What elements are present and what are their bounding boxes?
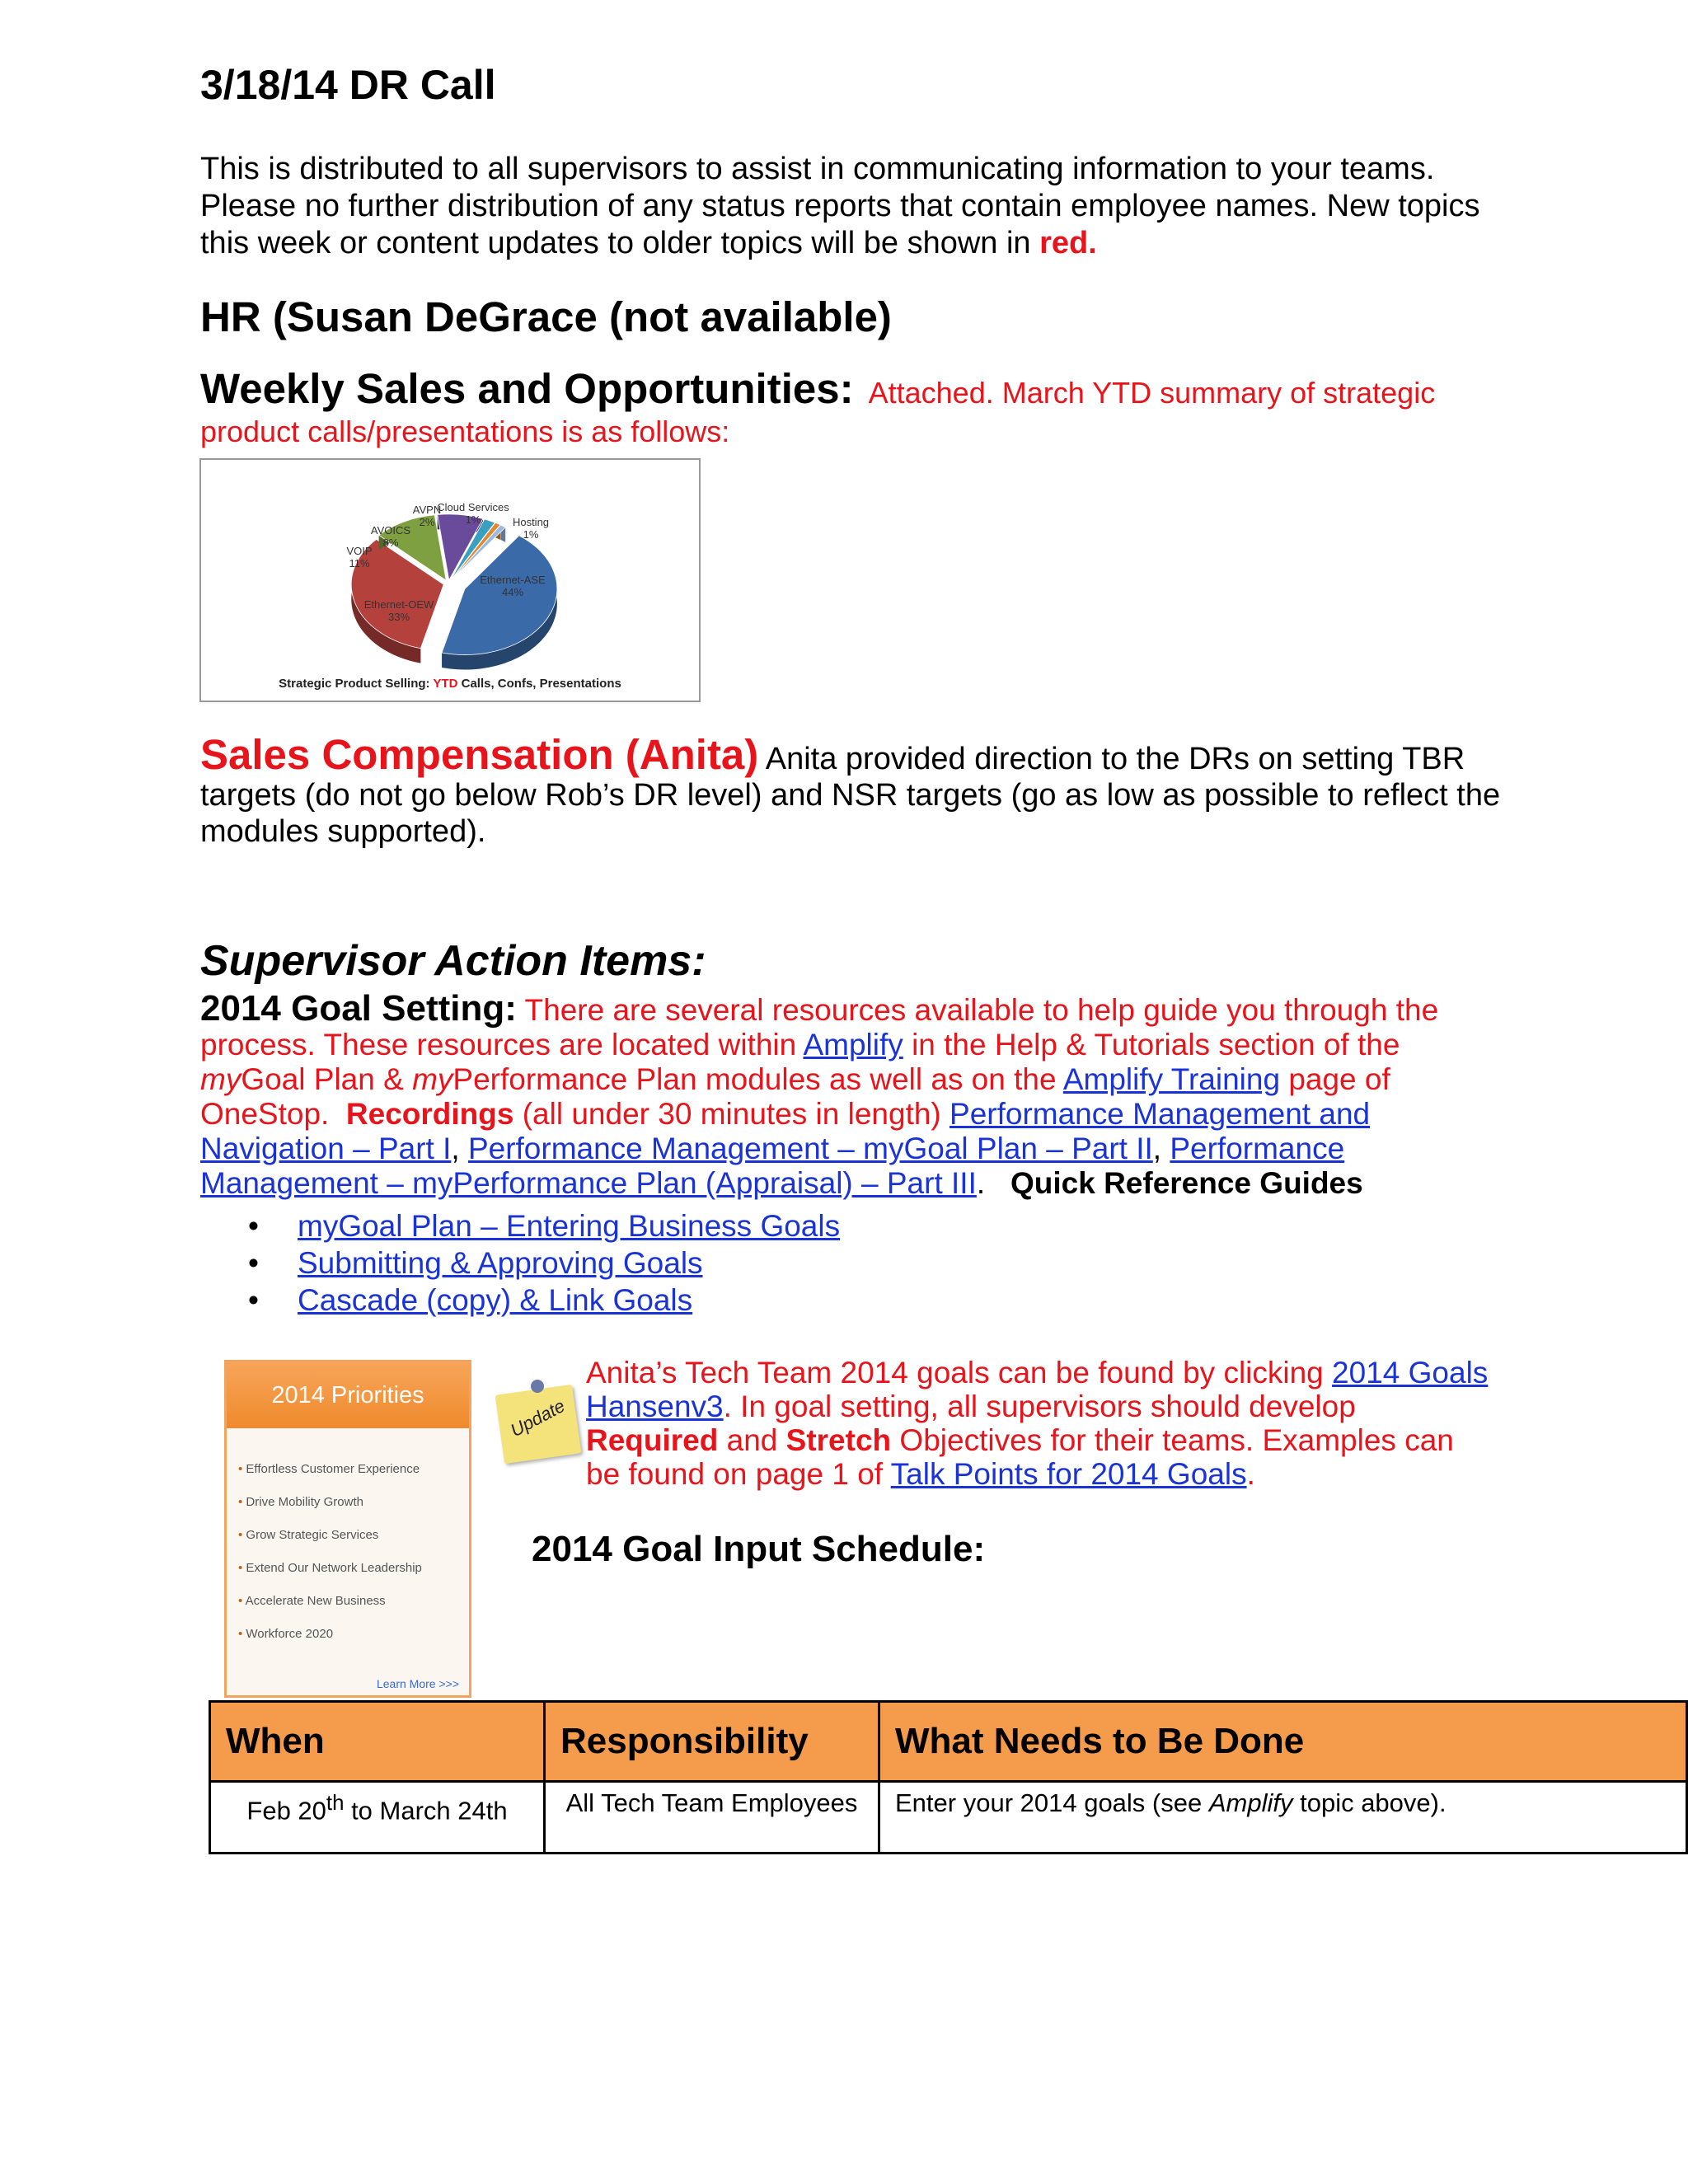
list-item — [200, 1207, 840, 1244]
sales-compensation-section — [200, 731, 1519, 850]
weekly-sales-heading: Weekly Sales and Opportunities: — [200, 365, 854, 412]
anita-text-2: . In goal setting, all supervisors should develop — [723, 1390, 1356, 1423]
pie-value-label: 1% — [465, 513, 481, 526]
separator-2: , — [1152, 1132, 1162, 1165]
anita-and: and — [726, 1423, 778, 1457]
anita-text-3: Objectives for their teams. Examples can be found on page 1 of — [586, 1423, 1454, 1491]
when-start: Feb 20 — [246, 1796, 326, 1825]
list-item: • Effortless Customer Experience — [238, 1453, 422, 1486]
talk-points-link[interactable]: Talk Points for 2014 Goals — [890, 1457, 1247, 1491]
pushpin-icon — [531, 1380, 544, 1393]
list-item: • Workforce 2020 — [238, 1618, 422, 1651]
recordings-label: Recordings — [345, 1097, 514, 1131]
required-label: Required — [586, 1423, 719, 1457]
list-item: • Extend Our Network Leadership — [238, 1552, 422, 1585]
period: . — [976, 1166, 986, 1200]
my-italic-1: my — [200, 1062, 241, 1096]
separator-1: , — [451, 1132, 460, 1165]
pm-part2-link[interactable]: Performance Management – myGoal Plan – Part II — [467, 1132, 1153, 1165]
pie-value-label: 8% — [382, 537, 399, 549]
weekly-sales-section — [200, 365, 1519, 451]
priorities-learn-more: Learn More >>> — [376, 1677, 459, 1690]
page-title: 3/18/14 DR Call — [200, 62, 496, 108]
strategic-product-pie-chart — [199, 458, 701, 702]
intro-text: This is distributed to all supervisors to assist in communicating information to your teams. Please no further distribution of any status reports that contain employee names. New topics this week or content updates to older topics will be shown in — [200, 152, 1480, 260]
table-header-row — [210, 1702, 1687, 1782]
pie-chart-title: Strategic Product Selling: YTD Calls, Confs, Presentations — [279, 677, 621, 691]
goal-text-4: Performance Plan modules as well as on the — [452, 1062, 1057, 1096]
when-end: to March 24th — [344, 1796, 508, 1825]
anita-end: . — [1246, 1457, 1255, 1491]
pie-value-label: 33% — [387, 611, 410, 623]
quick-reference-list — [200, 1207, 840, 1319]
sales-comp-heading: Sales Compensation (Anita) — [200, 731, 759, 778]
pie-value-label: 1% — [523, 528, 539, 541]
goal-setting-heading: 2014 Goal Setting: — [200, 988, 517, 1029]
what-start: Enter your 2014 goals (see — [895, 1788, 1209, 1817]
amplify-link[interactable]: Amplify — [803, 1028, 903, 1062]
what-end: topic above). — [1292, 1788, 1447, 1817]
intro-red-highlight: red. — [1039, 226, 1097, 260]
pie-label: Hosting — [512, 516, 550, 528]
header-what: What Needs to Be Done — [879, 1702, 1687, 1782]
pie-label: AVOICS — [370, 524, 411, 537]
my-italic-2: my — [412, 1062, 453, 1096]
header-responsibility: Responsibility — [545, 1702, 879, 1782]
pie-chart-svg — [201, 460, 699, 701]
pie-label: AVPN — [412, 504, 442, 516]
qr-link-submitting-goals[interactable]: Submitting & Approving Goals — [298, 1246, 703, 1280]
priorities-card-image — [224, 1360, 471, 1698]
schedule-heading: 2014 Goal Input Schedule: — [532, 1529, 986, 1569]
cell-when — [210, 1782, 545, 1854]
amplify-training-link[interactable]: Amplify Training — [1062, 1062, 1281, 1096]
anita-text-1: Anita’s Tech Team 2014 goals can be found by clicking — [586, 1356, 1324, 1390]
goals-hansen-link[interactable]: 2014 Goals Hansenv3 — [586, 1356, 1489, 1423]
pie-label: Ethernet-ASE — [480, 574, 546, 586]
quick-reference-label: Quick Reference Guides — [1010, 1166, 1363, 1200]
list-item — [200, 1282, 840, 1319]
list-item: • Grow Strategic Services — [238, 1519, 422, 1552]
hr-heading: HR (Susan DeGrace (not available) — [200, 293, 892, 340]
goal-text-6: (all under 30 minutes in length) — [522, 1097, 941, 1131]
table-row — [210, 1782, 1687, 1854]
priorities-title: 2014 Priorities — [227, 1362, 469, 1428]
stretch-label: Stretch — [785, 1423, 892, 1457]
pie-label: Ethernet-OEW — [363, 598, 434, 611]
supervisor-action-heading: Supervisor Action Items: — [200, 937, 706, 985]
weekly-sales-text: Attached. March YTD summary of strategic product calls/presentations is as follows: — [200, 376, 1436, 448]
list-item — [200, 1244, 840, 1282]
list-item: • Accelerate New Business — [238, 1585, 422, 1618]
when-superscript: th — [326, 1792, 345, 1815]
cell-what — [879, 1782, 1687, 1854]
priorities-list — [238, 1453, 422, 1651]
pie-label: VOIP — [346, 545, 373, 557]
goal-text-3: Goal Plan & — [241, 1062, 404, 1096]
pm-part1-link[interactable]: Performance Management and Navigation – Part I — [200, 1097, 1371, 1165]
list-item: • Drive Mobility Growth — [238, 1486, 422, 1519]
sales-comp-text: Anita provided direction to the DRs on setting TBR targets (do not go below Rob’s DR level) and NSR targets (go as low as possible to reflect the modules supported). — [200, 742, 1501, 849]
update-note-text: Update — [507, 1394, 569, 1441]
intro-paragraph — [200, 151, 1519, 262]
goal-setting-section — [200, 988, 1503, 1201]
cell-responsibility: All Tech Team Employees — [545, 1782, 879, 1854]
update-sticky-note-icon — [495, 1385, 582, 1464]
pm-part3-link[interactable]: Performance Management – myPerformance Plan (Appraisal) – Part III — [200, 1132, 1345, 1200]
pie-label: Cloud Services — [437, 501, 509, 513]
goal-text-2: in the Help & Tutorials section of the — [912, 1028, 1400, 1062]
goal-text-1: There are several resources available to help guide you through the process. These resources are located within — [200, 993, 1439, 1062]
goal-text-5: page of OneStop. — [200, 1062, 1390, 1131]
pie-value-label: 2% — [419, 516, 435, 528]
qr-link-cascade-goals[interactable]: Cascade (copy) & Link Goals — [298, 1283, 693, 1317]
pie-value-label: 44% — [501, 586, 524, 598]
anita-goals-note — [586, 1356, 1493, 1491]
header-when: When — [210, 1702, 545, 1782]
what-italic: Amplify — [1208, 1788, 1293, 1817]
goal-input-schedule-table — [209, 1700, 1688, 1854]
pie-value-label: 11% — [349, 557, 370, 569]
qr-link-entering-goals[interactable]: myGoal Plan – Entering Business Goals — [298, 1209, 841, 1243]
